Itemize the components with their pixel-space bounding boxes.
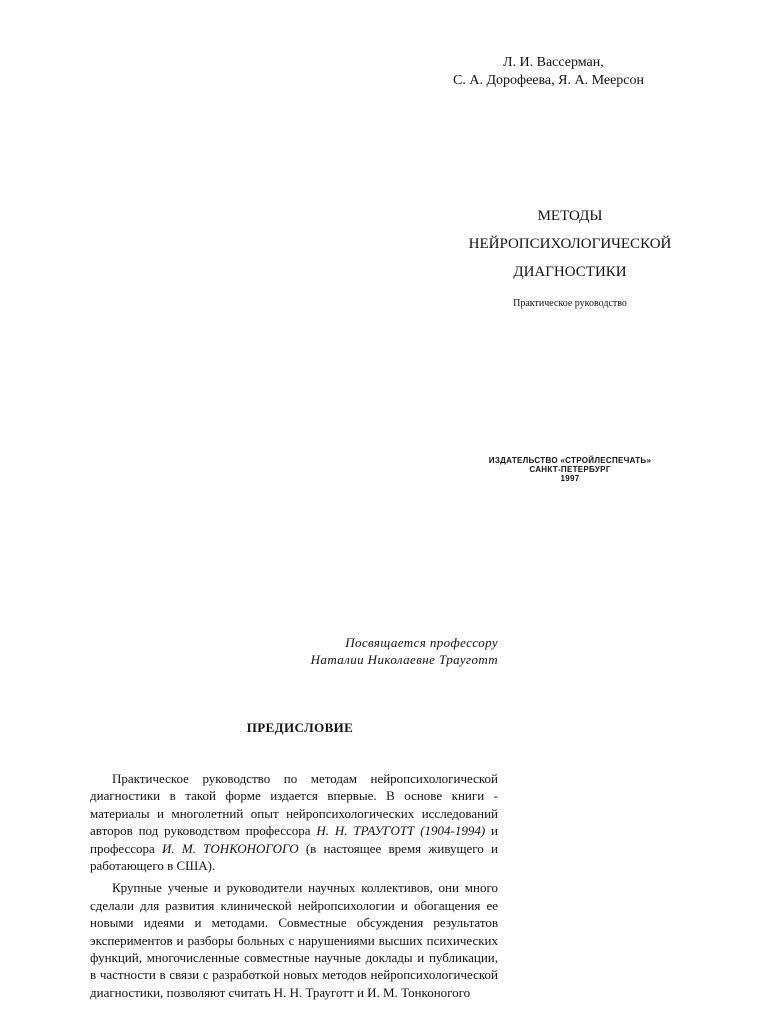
preface-p1-text-a: Практическое руководство по методам нейропсихологической диагностики в такой форме издается впервые. В основе книги - материалы и многолетний опыт нейропсихологических исследований авторов под руководством профессора [90,771,498,839]
publisher-city: САНКТ-ПЕТЕРБУРГ [529,465,611,474]
preface-paragraph-1 [90,770,498,874]
publisher-name: ИЗДАТЕЛЬСТВО «СТРОЙЛЕСПЕЧАТЬ» [488,456,652,465]
dedication [180,634,498,668]
title-line-3: ДИАГНОСТИКИ [513,264,627,280]
preface-p1-text-b: и профессора [90,823,498,856]
title-line-2: НЕЙРОПСИХОЛОГИЧЕСКОЙ [468,236,672,252]
preface-p1-name-traugott: Н. Н. ТРАУГОТТ (1904-1994) [316,823,486,839]
author-line-2: С. А. Дорофеева, Я. А. Меерсон [453,73,644,88]
preface-p1-name-tonkonogy: И. М. ТОНКОНОГОГО [162,840,299,856]
book-subtitle: Практическое руководство [513,298,627,309]
book-title [420,202,720,286]
preface-body [90,770,498,1006]
preface-heading: ПРЕДИСЛОВИЕ [246,720,354,735]
preface-paragraph-2: Крупные ученые и руководители научных коллективов, они много сделали для развития клинической нейропсихологии и обогащения ее новыми идеями и методами. Совместные обсуждения результатов экспериментов и разборы больных с нарушениями высших психических функций, многочисленные совместные научные доклады и публикации, в частности в связи с разработкой новых методов нейропсихологической диагностики, позволяют считать Н. Н. Трауготт и И. М. Тонконогого [90,880,498,1000]
preface-p1-text-c: (в настоящее время живущего и работающего в США). [90,840,498,874]
publisher-block [420,456,720,483]
dedication-line-1: Посвящается профессору [345,635,498,650]
authors-block [400,54,740,90]
publisher-year: 1997 [560,474,580,483]
author-line-1: Л. И. Вассерман, [503,55,604,70]
title-line-1: МЕТОДЫ [537,208,603,224]
dedication-line-2: Наталии Николаевне Трауготт [310,652,498,667]
